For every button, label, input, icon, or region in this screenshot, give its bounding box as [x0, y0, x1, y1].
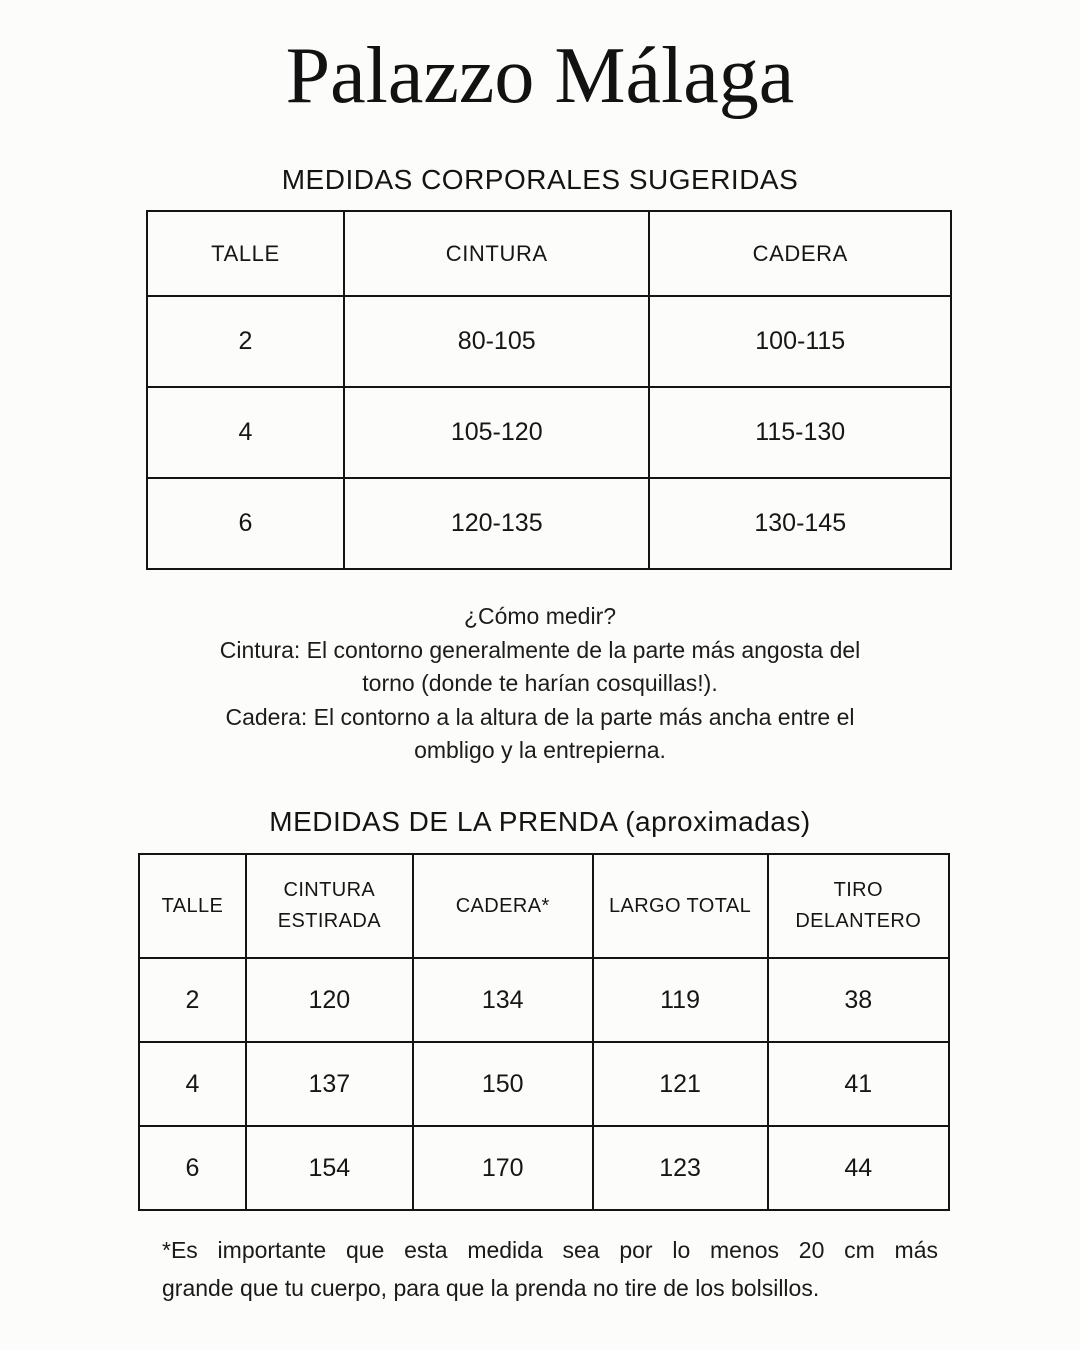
table-cell-size: 4 — [139, 1042, 246, 1126]
table-cell-cintura: 80-105 — [344, 296, 650, 387]
table-cell-cadera: 130-145 — [649, 478, 951, 569]
table-cell-size: 2 — [147, 296, 344, 387]
table-row — [139, 958, 949, 1042]
column-header-tiro-delantero: TIRO DELANTERO — [768, 854, 949, 958]
body-measurements-table — [146, 210, 952, 570]
table-cell-size: 6 — [139, 1126, 246, 1210]
column-header-cadera: CADERA — [649, 211, 951, 296]
table-header-row — [147, 211, 951, 296]
table-cell-cadera: 150 — [413, 1042, 593, 1126]
how-to-measure-line: Cintura: El contorno generalmente de la parte más angosta del — [219, 636, 861, 663]
table-cell-tiro-delantero: 38 — [768, 958, 949, 1042]
table-cell-largo-total: 123 — [593, 1126, 768, 1210]
pocket-warning-footnote — [162, 1231, 938, 1307]
column-header-talle: TALLE — [139, 854, 246, 958]
footnote-line: grande que tu cuerpo, para que la prenda no tire de los bolsillos. — [162, 1275, 820, 1301]
table-cell-cintura-estirada: 154 — [246, 1126, 413, 1210]
table-row — [147, 478, 951, 569]
table-cell-cadera: 115-130 — [649, 387, 951, 478]
page-title: Palazzo Málaga — [285, 32, 795, 120]
footnote-line: *Es importante que esta medida sea por lo menos 20 cm más — [162, 1237, 938, 1263]
table-header-row — [139, 854, 949, 958]
garment-measurements-heading: MEDIDAS DE LA PRENDA (aproximadas) — [269, 806, 811, 837]
how-to-measure-line: Cadera: El contorno a la altura de la parte más ancha entre el — [225, 703, 855, 730]
table-cell-cadera: 100-115 — [649, 296, 951, 387]
body-measurements-heading: MEDIDAS CORPORALES SUGERIDAS — [281, 164, 799, 195]
table-cell-cintura-estirada: 120 — [246, 958, 413, 1042]
column-header-cadera: CADERA* — [413, 854, 593, 958]
table-cell-tiro-delantero: 41 — [768, 1042, 949, 1126]
table-cell-tiro-delantero: 44 — [768, 1126, 949, 1210]
body-measurements-table-container — [146, 210, 952, 570]
table-cell-cintura: 105-120 — [344, 387, 650, 478]
how-to-measure-line: torno (donde te harían cosquillas!). — [362, 670, 718, 696]
table-cell-largo-total: 121 — [593, 1042, 768, 1126]
how-to-measure-title: ¿Cómo medir? — [463, 603, 617, 629]
table-cell-largo-total: 119 — [593, 958, 768, 1042]
column-header-largo-total: LARGO TOTAL — [593, 854, 768, 958]
table-row — [139, 1126, 949, 1210]
table-cell-cadera: 134 — [413, 958, 593, 1042]
table-row — [147, 387, 951, 478]
table-row — [147, 296, 951, 387]
table-cell-cintura: 120-135 — [344, 478, 650, 569]
table-cell-size: 2 — [139, 958, 246, 1042]
table-cell-cadera: 170 — [413, 1126, 593, 1210]
garment-measurements-table — [138, 853, 950, 1211]
column-header-cintura-estirada: CINTURA ESTIRADA — [246, 854, 413, 958]
how-to-measure-note — [0, 600, 1080, 768]
table-cell-cintura-estirada: 137 — [246, 1042, 413, 1126]
column-header-cintura: CINTURA — [344, 211, 650, 296]
garment-measurements-table-container — [138, 853, 950, 1211]
table-cell-size: 4 — [147, 387, 344, 478]
table-row — [139, 1042, 949, 1126]
column-header-talle: TALLE — [147, 211, 344, 296]
table-cell-size: 6 — [147, 478, 344, 569]
how-to-measure-line: ombligo y la entrepierna. — [414, 737, 666, 763]
